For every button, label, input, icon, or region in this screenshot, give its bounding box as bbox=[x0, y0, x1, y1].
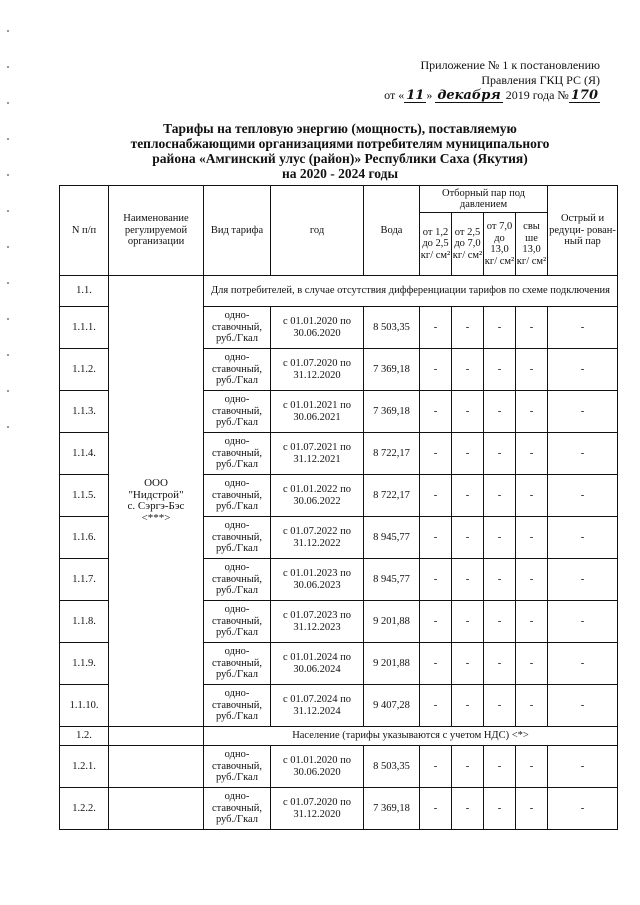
row-dash-value: - bbox=[420, 643, 452, 685]
row-dash-value: - bbox=[452, 746, 484, 788]
section-num: 1.2. bbox=[60, 727, 109, 746]
row-num: 1.1.4. bbox=[60, 433, 109, 475]
handwritten-number: 170 bbox=[570, 88, 598, 103]
row-dash-value: - bbox=[484, 475, 516, 517]
row-dash-value: - bbox=[452, 601, 484, 643]
row-water-value: 8 503,35 bbox=[364, 307, 420, 349]
appendix-header bbox=[330, 58, 600, 103]
row-dash-value: - bbox=[452, 391, 484, 433]
row-num: 1.1.7. bbox=[60, 559, 109, 601]
row-dash-value: - bbox=[452, 643, 484, 685]
org-empty-cell bbox=[109, 746, 204, 788]
section-num: 1.1. bbox=[60, 276, 109, 307]
header-org: Наименование регулируемой организации bbox=[109, 186, 204, 276]
row-dash-value: - bbox=[452, 349, 484, 391]
row-water-value: 8 722,17 bbox=[364, 433, 420, 475]
row-dash-value: - bbox=[484, 307, 516, 349]
row-num: 1.1.10. bbox=[60, 685, 109, 727]
row-dash-value: - bbox=[548, 349, 618, 391]
header-num: N п/п bbox=[60, 186, 109, 276]
row-water-value: 7 369,18 bbox=[364, 349, 420, 391]
row-period: с 01.01.2020 по 30.06.2020 bbox=[271, 746, 364, 788]
tariff-table bbox=[59, 185, 618, 830]
row-dash-value: - bbox=[420, 746, 452, 788]
header-sharp-steam: Острый и редуци- рован- ный пар bbox=[548, 186, 618, 276]
row-tariff-type: одно- ставочный, руб./Гкал bbox=[204, 643, 271, 685]
row-dash-value: - bbox=[420, 391, 452, 433]
row-water-value: 8 722,17 bbox=[364, 475, 420, 517]
row-water-value: 7 369,18 bbox=[364, 391, 420, 433]
row-dash-value: - bbox=[420, 601, 452, 643]
org-line-1: ООО bbox=[144, 477, 168, 489]
row-tariff-type: одно- ставочный, руб./Гкал bbox=[204, 788, 271, 830]
organization-cell bbox=[109, 276, 204, 727]
org-line-4: <***> bbox=[141, 511, 171, 524]
org-empty-cell bbox=[109, 788, 204, 830]
row-dash-value: - bbox=[548, 601, 618, 643]
row-period: с 01.01.2020 по 30.06.2020 bbox=[271, 307, 364, 349]
header-steam-1: от 1,2 до 2,5 кг/ см² bbox=[420, 213, 452, 276]
row-water-value: 9 201,88 bbox=[364, 643, 420, 685]
appendix-line-2: Правления ГКЦ РС (Я) bbox=[481, 73, 600, 87]
title-line-2: теплоснабжающими организациями потребителям муниципального bbox=[130, 136, 550, 151]
title-line-1: Тарифы на тепловую энергию (мощность), поставляемую bbox=[163, 121, 517, 136]
row-dash-value: - bbox=[420, 685, 452, 727]
row-dash-value: - bbox=[516, 349, 548, 391]
row-dash-value: - bbox=[452, 517, 484, 559]
row-dash-value: - bbox=[516, 517, 548, 559]
row-tariff-type: одно- ставочный, руб./Гкал bbox=[204, 685, 271, 727]
header-year: год bbox=[271, 186, 364, 276]
table-row bbox=[60, 788, 618, 830]
header-water: Вода bbox=[364, 186, 420, 276]
row-dash-value: - bbox=[548, 433, 618, 475]
row-num: 1.1.8. bbox=[60, 601, 109, 643]
row-dash-value: - bbox=[484, 433, 516, 475]
date-year: 2019 года № bbox=[502, 88, 569, 102]
row-dash-value: - bbox=[548, 685, 618, 727]
handwritten-day: 11 bbox=[406, 88, 425, 103]
row-water-value: 8 945,77 bbox=[364, 559, 420, 601]
date-mid: » bbox=[426, 88, 436, 102]
row-tariff-type: одно- ставочный, руб./Гкал bbox=[204, 601, 271, 643]
row-dash-value: - bbox=[452, 685, 484, 727]
row-dash-value: - bbox=[420, 475, 452, 517]
row-period: с 01.01.2024 по 30.06.2024 bbox=[271, 643, 364, 685]
row-dash-value: - bbox=[548, 517, 618, 559]
handwritten-month: декабря bbox=[437, 88, 501, 103]
header-steam-4: свы ше 13,0 кг/ см² bbox=[516, 213, 548, 276]
row-period: с 01.07.2024 по 31.12.2024 bbox=[271, 685, 364, 727]
row-water-value: 7 369,18 bbox=[364, 788, 420, 830]
row-dash-value: - bbox=[548, 307, 618, 349]
row-dash-value: - bbox=[516, 475, 548, 517]
table-row bbox=[60, 746, 618, 788]
row-period: с 01.01.2022 по 30.06.2022 bbox=[271, 475, 364, 517]
row-water-value: 8 945,77 bbox=[364, 517, 420, 559]
row-dash-value: - bbox=[516, 685, 548, 727]
appendix-line-1: Приложение № 1 к постановлению bbox=[420, 58, 600, 72]
row-dash-value: - bbox=[452, 433, 484, 475]
row-num: 1.2.2. bbox=[60, 788, 109, 830]
row-water-value: 9 201,88 bbox=[364, 601, 420, 643]
org-line-2: "Нидстрой" bbox=[128, 488, 184, 501]
title-line-4: на 2020 - 2024 годы bbox=[281, 166, 399, 181]
row-tariff-type: одно- ставочный, руб./Гкал bbox=[204, 559, 271, 601]
row-tariff-type: одно- ставочный, руб./Гкал bbox=[204, 433, 271, 475]
table-header-row bbox=[60, 186, 618, 213]
section-row bbox=[60, 276, 618, 307]
row-water-value: 8 503,35 bbox=[364, 746, 420, 788]
row-dash-value: - bbox=[516, 307, 548, 349]
row-num: 1.1.9. bbox=[60, 643, 109, 685]
section-title: Для потребителей, в случае отсутствия дифференциации тарифов по схеме подключения bbox=[204, 276, 618, 307]
row-dash-value: - bbox=[484, 643, 516, 685]
header-steam-3: от 7,0 до 13,0 кг/ см² bbox=[484, 213, 516, 276]
org-empty-cell bbox=[109, 727, 204, 746]
row-dash-value: - bbox=[484, 517, 516, 559]
header-steam-2: от 2,5 до 7,0 кг/ см² bbox=[452, 213, 484, 276]
row-dash-value: - bbox=[516, 643, 548, 685]
row-dash-value: - bbox=[420, 307, 452, 349]
row-period: с 01.01.2021 по 30.06.2021 bbox=[271, 391, 364, 433]
row-dash-value: - bbox=[516, 788, 548, 830]
title-line-3: района «Амгинский улус (район)» Республики Саха (Якутия) bbox=[152, 151, 528, 166]
scan-margin-marks bbox=[5, 30, 13, 530]
row-dash-value: - bbox=[548, 643, 618, 685]
row-period: с 01.01.2023 по 30.06.2023 bbox=[271, 559, 364, 601]
row-dash-value: - bbox=[516, 601, 548, 643]
row-num: 1.1.6. bbox=[60, 517, 109, 559]
row-period: с 01.07.2021 по 31.12.2021 bbox=[271, 433, 364, 475]
row-dash-value: - bbox=[516, 559, 548, 601]
row-dash-value: - bbox=[484, 559, 516, 601]
row-dash-value: - bbox=[484, 685, 516, 727]
row-tariff-type: одно- ставочный, руб./Гкал bbox=[204, 746, 271, 788]
section-title: Население (тарифы указываются с учетом НДС) <*> bbox=[204, 727, 618, 746]
row-dash-value: - bbox=[452, 475, 484, 517]
row-dash-value: - bbox=[452, 788, 484, 830]
row-period: с 01.07.2023 по 31.12.2023 bbox=[271, 601, 364, 643]
row-dash-value: - bbox=[548, 475, 618, 517]
row-dash-value: - bbox=[516, 746, 548, 788]
row-dash-value: - bbox=[420, 517, 452, 559]
section-row bbox=[60, 727, 618, 746]
document-title bbox=[60, 121, 620, 181]
row-tariff-type: одно- ставочный, руб./Гкал bbox=[204, 475, 271, 517]
appendix-line-3 bbox=[330, 88, 600, 103]
row-dash-value: - bbox=[548, 746, 618, 788]
row-dash-value: - bbox=[548, 559, 618, 601]
row-period: с 01.07.2020 по 31.12.2020 bbox=[271, 788, 364, 830]
row-dash-value: - bbox=[548, 391, 618, 433]
row-tariff-type: одно- ставочный, руб./Гкал bbox=[204, 307, 271, 349]
row-num: 1.1.3. bbox=[60, 391, 109, 433]
row-period: с 01.07.2022 по 31.12.2022 bbox=[271, 517, 364, 559]
header-type: Вид тарифа bbox=[204, 186, 271, 276]
row-dash-value: - bbox=[548, 788, 618, 830]
row-tariff-type: одно- ставочный, руб./Гкал bbox=[204, 349, 271, 391]
row-dash-value: - bbox=[452, 559, 484, 601]
row-dash-value: - bbox=[484, 349, 516, 391]
row-tariff-type: одно- ставочный, руб./Гкал bbox=[204, 391, 271, 433]
row-tariff-type: одно- ставочный, руб./Гкал bbox=[204, 517, 271, 559]
row-dash-value: - bbox=[484, 788, 516, 830]
row-dash-value: - bbox=[484, 391, 516, 433]
row-dash-value: - bbox=[452, 307, 484, 349]
row-dash-value: - bbox=[420, 559, 452, 601]
row-dash-value: - bbox=[484, 746, 516, 788]
row-period: с 01.07.2020 по 31.12.2020 bbox=[271, 349, 364, 391]
row-dash-value: - bbox=[420, 349, 452, 391]
header-steam-group: Отборный пар под давлением bbox=[420, 186, 548, 213]
row-num: 1.1.1. bbox=[60, 307, 109, 349]
row-num: 1.1.5. bbox=[60, 475, 109, 517]
row-num: 1.2.1. bbox=[60, 746, 109, 788]
org-line-3: с. Сэргэ-Бэс bbox=[127, 500, 185, 512]
row-dash-value: - bbox=[484, 601, 516, 643]
date-prefix: от « bbox=[384, 88, 405, 102]
row-dash-value: - bbox=[516, 391, 548, 433]
row-dash-value: - bbox=[516, 433, 548, 475]
row-dash-value: - bbox=[420, 433, 452, 475]
row-dash-value: - bbox=[420, 788, 452, 830]
row-num: 1.1.2. bbox=[60, 349, 109, 391]
row-water-value: 9 407,28 bbox=[364, 685, 420, 727]
